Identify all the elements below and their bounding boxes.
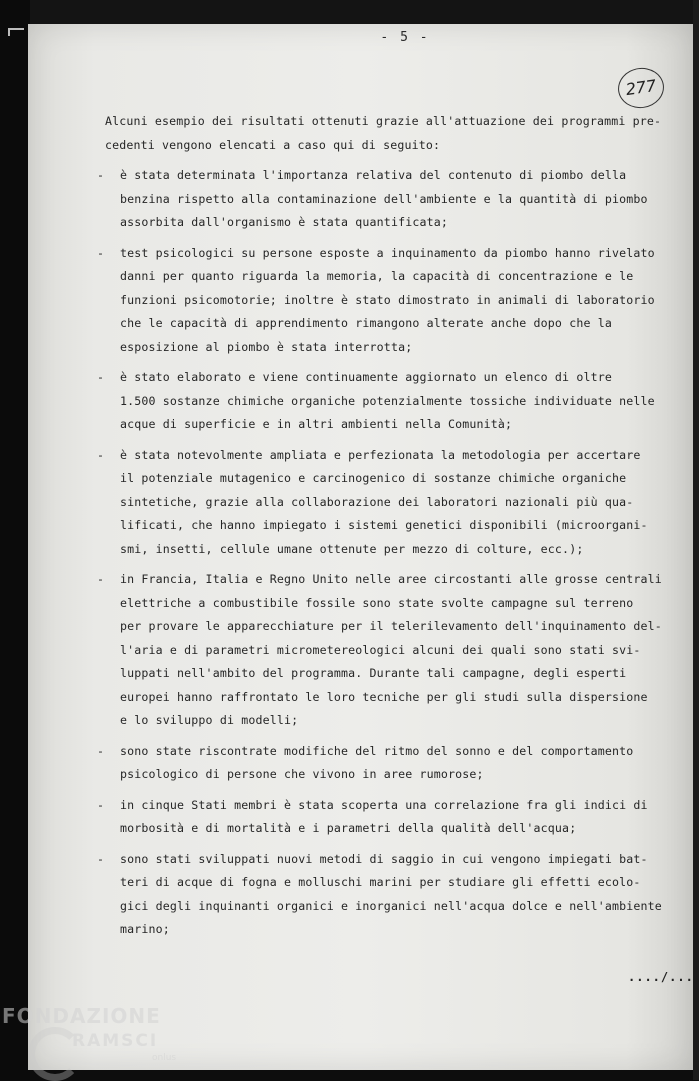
watermark-line1: FONDAZIONE — [2, 1004, 161, 1028]
item-line: danni per quanto riguarda la memoria, la capacità di concentrazione e le — [120, 269, 634, 283]
item-line: in cinque Stati membri è stata scoperta una correlazione fra gli indici di — [120, 797, 648, 812]
list-dash: - — [97, 370, 105, 384]
watermark-line3: onlus — [152, 1053, 177, 1063]
intro-paragraph — [105, 110, 665, 157]
list-dash: - — [97, 168, 105, 182]
item-line: sono stati sviluppati nuovi metodi di saggio in cui vengono impiegati bat- — [120, 851, 648, 866]
scanner-frame-left — [0, 0, 30, 1080]
list-dash: - — [97, 245, 105, 260]
item-line: per provare le apparecchiature per il telerilevamento dell'inquinamento del- — [120, 619, 662, 633]
item-line: marino; — [120, 922, 170, 936]
list-dash: - — [97, 447, 105, 462]
archive-number-stamp: 277 — [615, 65, 666, 111]
document-body — [97, 110, 665, 942]
continued-marker: ..../... — [628, 970, 694, 984]
item-line: che le capacità di apprendimento rimangono alterate anche dopo che la — [120, 316, 612, 330]
list-item — [97, 740, 665, 787]
item-line: sintetiche, grazie alla collaborazione dei laboratori nazionali più qua- — [120, 494, 634, 509]
item-line: è stata notevolmente ampliata e perfezionata la metodologia per accertare — [120, 447, 641, 462]
intro-line: cedenti vengono elencati a caso qui di seguito: — [105, 137, 441, 152]
page-number: - 5 - — [380, 30, 430, 45]
list-item — [97, 794, 665, 841]
item-line: psicologico di persone che vivono in aree rumorose; — [120, 767, 484, 781]
list-dash: - — [97, 797, 105, 812]
item-line: benzina rispetto alla contaminazione dell'ambiente e la quantità di piombo — [120, 191, 648, 206]
list-item — [97, 568, 665, 733]
list-item — [97, 242, 665, 360]
item-line: lificati, che hanno impiegato i sistemi genetici disponibili (microorgani- — [120, 518, 648, 532]
intro-line: Alcuni esempio dei risultati ottenuti grazie all'attuazione dei programmi pre- — [105, 114, 662, 128]
item-line: esposizione al piombo è stata interrotta; — [120, 339, 413, 354]
list-item — [97, 164, 665, 235]
item-line: sono state riscontrate modifiche del ritmo del sonno e del comportamento — [120, 743, 634, 758]
item-line: gici degli inquinanti organici e inorganici nell'acqua dolce e nell'ambiente — [120, 898, 662, 913]
item-line: il potenziale mutagenico e carcinogenico di sostanze chimiche organiche — [120, 471, 627, 485]
scanner-frame-right — [693, 0, 699, 1080]
item-line: test psicologici su persone esposte a inquinamento da piombo hanno rivelato — [120, 245, 655, 260]
list-item — [97, 848, 665, 942]
list-dash: - — [97, 851, 105, 866]
item-line: funzioni psicomotorie; inoltre è stato dimostrato in animali di laboratorio — [120, 292, 655, 307]
item-line: e lo sviluppo di modelli; — [120, 713, 299, 727]
item-line: luppati nell'ambito del programma. Durante tali campagne, degli esperti — [120, 666, 627, 680]
list-item — [97, 366, 665, 437]
item-line: europei hanno raffrontato le loro tecniche per gli studi sulla dispersione — [120, 689, 648, 704]
item-line: elettriche a combustibile fossile sono state svolte campagne sul terreno — [120, 595, 634, 610]
item-line: morbosità e di mortalità e i parametri della qualità dell'acqua; — [120, 821, 577, 835]
item-line: in Francia, Italia e Regno Unito nelle aree circostanti alle grosse centrali — [120, 572, 662, 586]
list-dash: - — [97, 743, 105, 758]
watermark-logo — [2, 1003, 177, 1078]
scanner-frame-top — [0, 0, 699, 26]
list-dash: - — [97, 572, 105, 586]
corner-mark — [8, 28, 24, 36]
item-line: assorbita dall'organismo è stata quantificata; — [120, 215, 448, 229]
item-line: l'aria e di parametri micrometereologici alcuni dei quali sono stati svi- — [120, 642, 641, 657]
watermark-line2: RAMSCI — [72, 1031, 159, 1051]
item-line: è stata determinata l'importanza relativa del contenuto di piombo della — [120, 168, 627, 182]
item-line: acque di superficie e in altri ambienti nella Comunità; — [120, 417, 513, 431]
item-line: 1.500 sostanze chimiche organiche potenzialmente tossiche individuate nelle — [120, 393, 655, 408]
list-item — [97, 444, 665, 562]
item-line: è stato elaborato e viene continuamente aggiornato un elenco di oltre — [120, 370, 612, 384]
item-line: teri di acque di fogna e molluschi marini per studiare gli effetti ecolo- — [120, 875, 641, 889]
item-line: smi, insetti, cellule umane ottenute per mezzo di colture, ecc.); — [120, 541, 584, 556]
